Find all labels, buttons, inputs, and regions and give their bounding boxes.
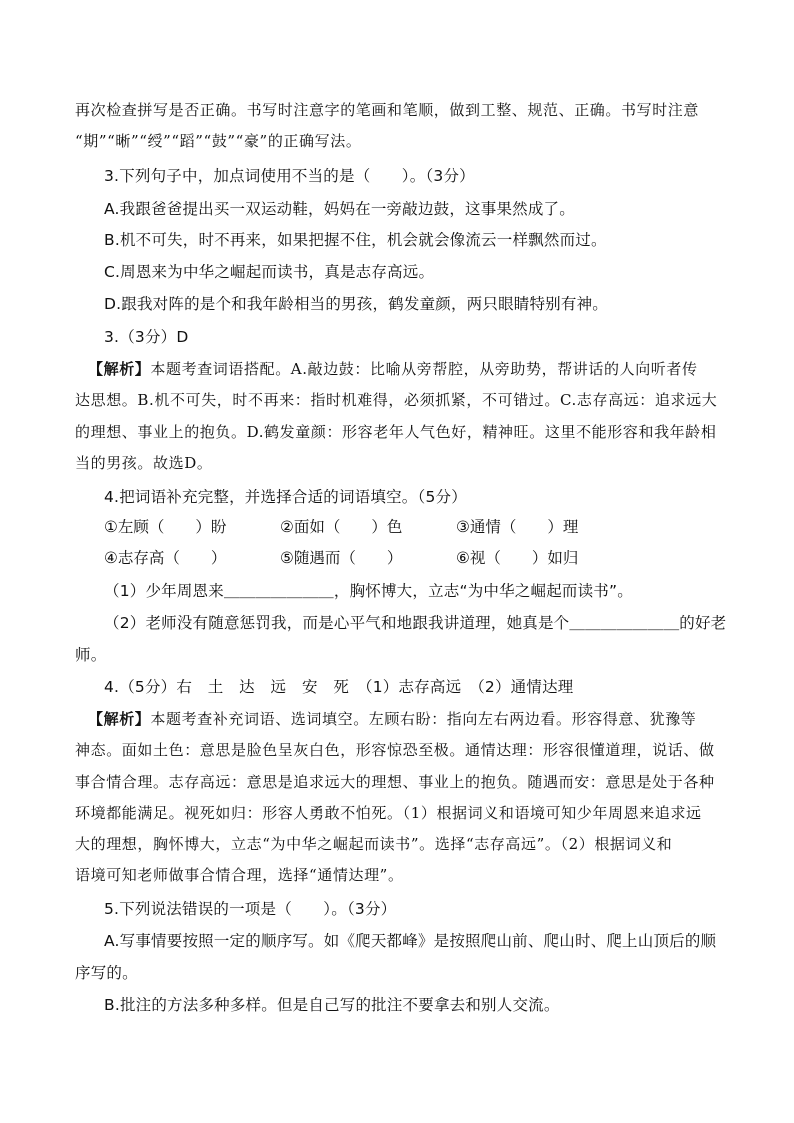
- analysis-4-line: [88, 708, 696, 729]
- question-4-fill-2: （2）老师没有随意惩罚我，而是心平气和地跟我讲道理，她真是个＿＿＿＿＿＿＿的好老: [104, 614, 727, 632]
- explanation-line: “期”“晰”“绶”“蹈”“鼓”“豪”的正确写法。: [75, 132, 362, 150]
- question-4-item-2: ②面如（ ）色: [280, 518, 403, 536]
- analysis-tag: 【解析】: [88, 360, 151, 378]
- answer-3: 3.（3分）D: [104, 328, 189, 346]
- analysis-4-line: 大的理想，胸怀博大，立志“为中华之崛起而读书”。选择“志存高远”。（2）根据词义和: [75, 835, 673, 853]
- question-4-item-1: ①左顾（ ）盼: [104, 518, 227, 536]
- analysis-4-line: 神态。面如土色：意思是脸色呈灰白色，形容惊恐至极。通情达理：形容很懂道理，说话、做: [75, 741, 715, 759]
- explanation-line: 再次检查拼写是否正确。书写时注意字的笔画和笔顺，做到工整、规范、正确。书写时注意: [75, 101, 700, 119]
- question-4-fill-2-cont: 师。: [75, 646, 107, 664]
- question-5-title: 5.下列说法错误的一项是（ ）。（3分）: [104, 900, 397, 918]
- question-5-option-b: B.批注的方法多种多样。但是自己写的批注不要拿去和别人交流。: [104, 996, 560, 1014]
- question-4-item-5: ⑤随遇而（ ）: [280, 549, 403, 567]
- analysis-3-line: 达思想。B.机不可失，时不再来：指时机难得，必须抓紧，不可错过。C.志存高远：追求远大: [75, 391, 718, 409]
- analysis-4-line: 事合情合理。志存高远：意思是追求远大的理想、事业上的抱负。随遇而安：意思是处于各种: [75, 773, 715, 791]
- answer-4: 4.（5分）右 土 达 远 安 死 （1）志存高远 （2）通情达理: [104, 678, 574, 696]
- analysis-text: 本题考查词语搭配。A.敲边鼓：比喻从旁帮腔，从旁助势，帮讲话的人向听者传: [150, 360, 698, 378]
- question-5-option-a: A.写事情要按照一定的顺序写。如《爬天都峰》是按照爬山前、爬山时、爬上山顶后的顺: [104, 932, 717, 950]
- question-3-option-b: B.机不可失，时不再来，如果把握不住，机会就会像流云一样飘然而过。: [104, 231, 607, 249]
- question-4-title: 4.把词语补充完整，并选择合适的词语填空。（5分）: [104, 488, 467, 506]
- question-3-option-c: C.周恩来为中华之崛起而读书，真是志存高远。: [104, 263, 435, 281]
- question-3-option-a: A.我跟爸爸提出买一双运动鞋，妈妈在一旁敲边鼓，这事果然成了。: [104, 200, 575, 218]
- question-3-option-d: D.跟我对阵的是个和我年龄相当的男孩，鹤发童颜，两只眼睛特别有神。: [104, 295, 608, 313]
- analysis-4-line: 语境可知老师做事合情合理，选择“通情达理”。: [75, 866, 404, 884]
- analysis-text: 本题考查补充词语、选词填空。左顾右盼：指向左右两边看。形容得意、犹豫等: [150, 710, 697, 728]
- question-4-item-6: ⑥视（ ）如归: [456, 549, 579, 567]
- question-4-item-4: ④志存高（ ）: [104, 549, 227, 567]
- question-4-item-3: ③通情（ ）理: [456, 518, 579, 536]
- analysis-tag: 【解析】: [88, 710, 151, 728]
- analysis-4-line: 环境都能满足。视死如归：形容人勇敢不怕死。（1）根据词义和语境可知少年周恩来追求远: [75, 804, 702, 822]
- question-5-option-a-cont: 序写的。: [75, 964, 138, 982]
- analysis-3-line: [88, 358, 698, 379]
- analysis-3-line: 的理想、事业上的抱负。D.鹤发童颜：形容老年人气色好，精神旺。这里不能形容和我年龄相: [75, 423, 717, 441]
- question-3-title: 3.下列句子中，加点词使用不当的是（ ）。（3分）: [104, 167, 475, 185]
- question-4-fill-1: （1）少年周恩来＿＿＿＿＿＿＿，胸怀博大，立志“为中华之崛起而读书”。: [104, 582, 633, 600]
- analysis-3-line: 当的男孩。故选D。: [75, 454, 213, 472]
